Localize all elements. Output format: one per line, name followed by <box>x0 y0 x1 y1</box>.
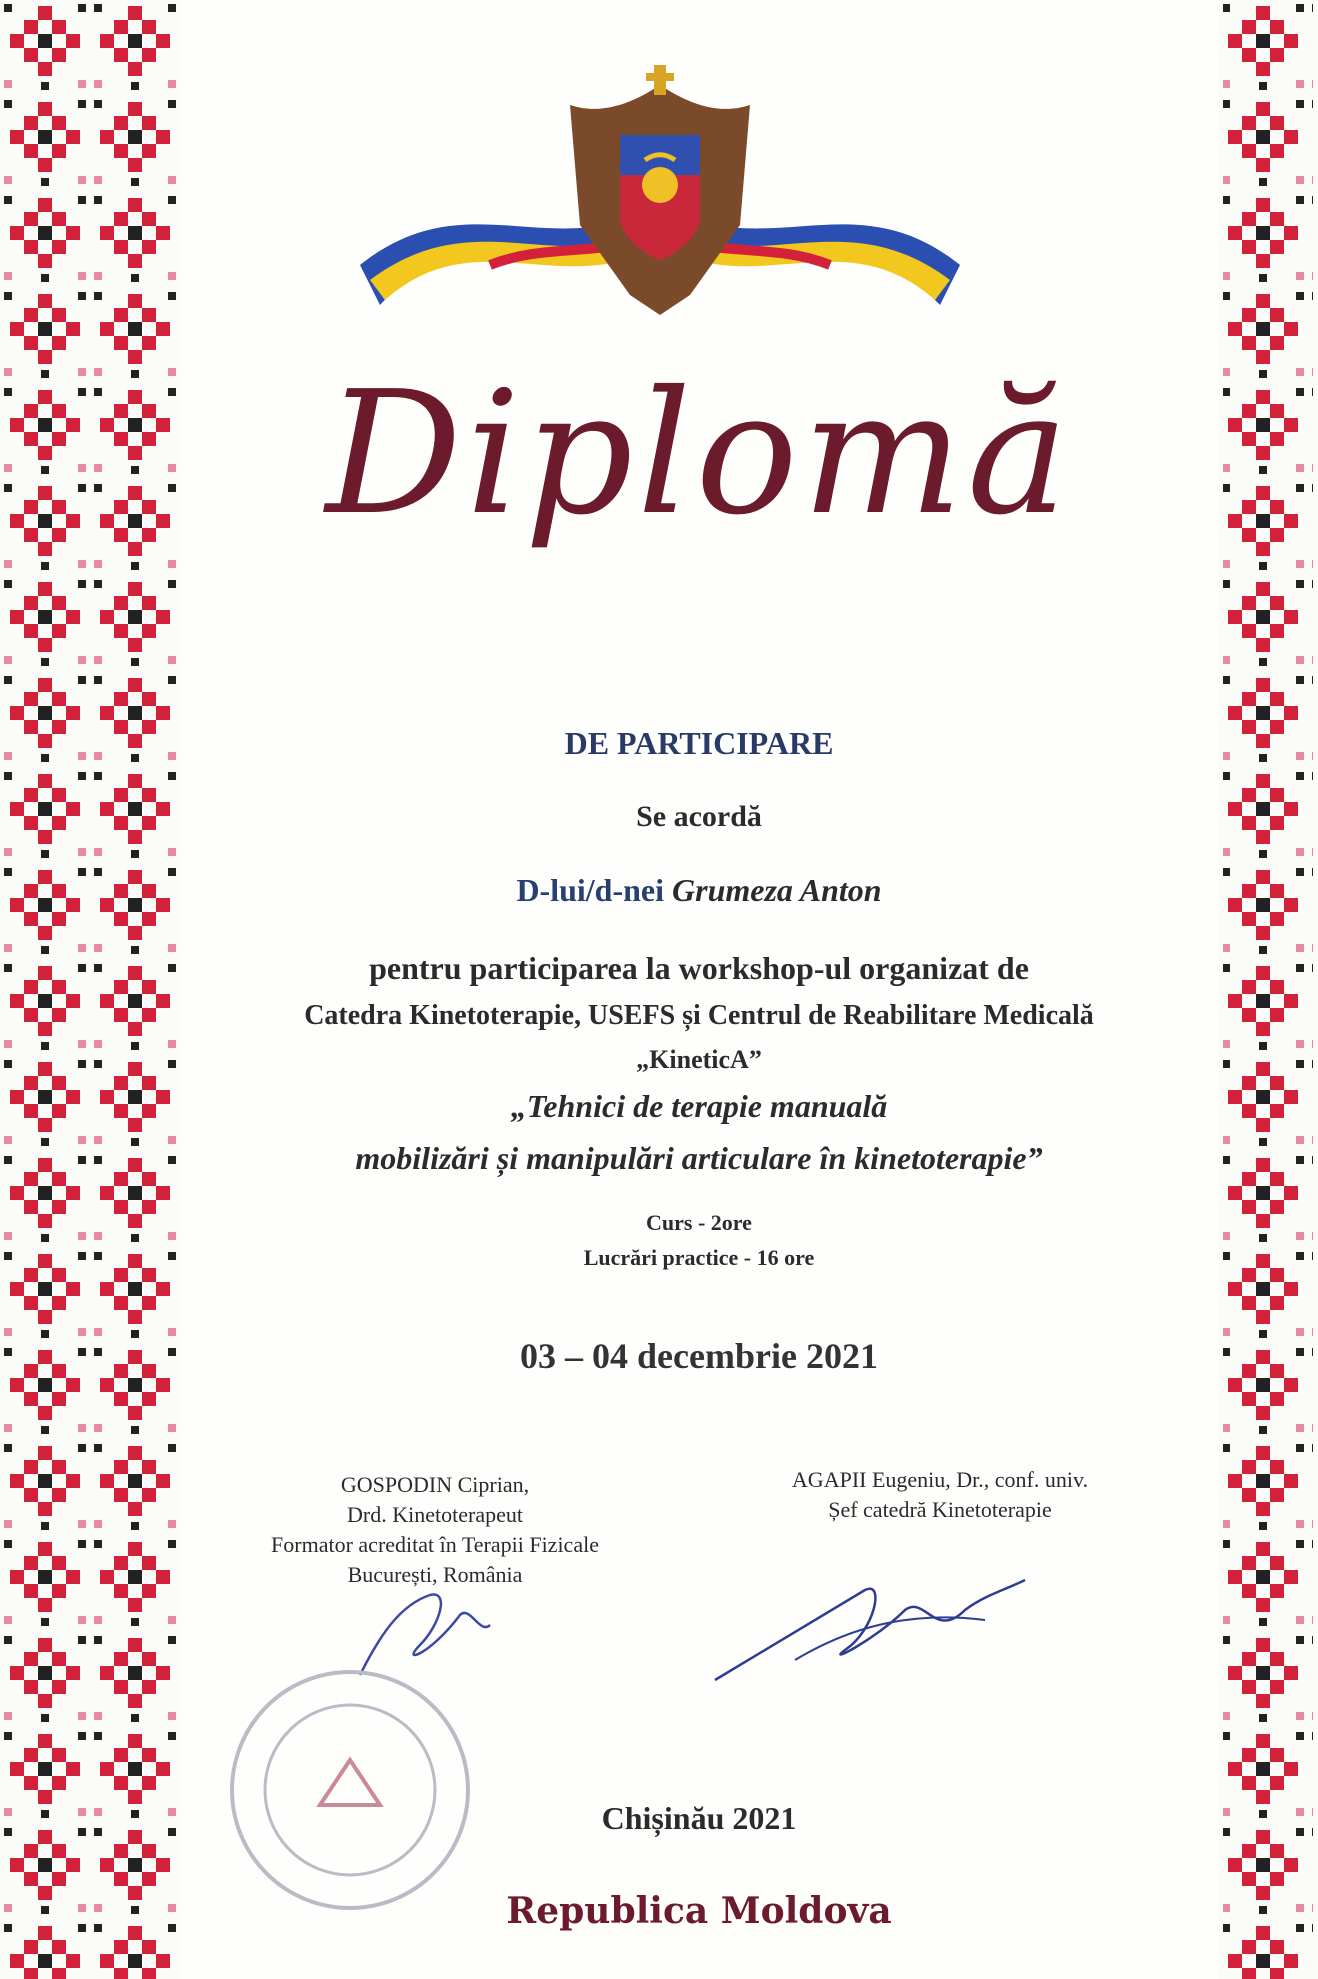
event-date: 03 – 04 decembrie 2021 <box>520 1336 878 1376</box>
diploma-title: Diplomă <box>325 355 1073 553</box>
course-hours: Curs - 2ore <box>646 1210 752 1235</box>
purpose-line: pentru participarea la workshop-ul organizat de <box>369 950 1029 986</box>
ornament-pattern-right-icon <box>1218 0 1318 1979</box>
signatory-left-location: București, România <box>347 1562 523 1587</box>
signatory-right-name: AGAPII Eugeniu, Dr., conf. univ. <box>791 1467 1089 1492</box>
signatory-right <box>720 1465 1160 1525</box>
award-line: Se acordă <box>636 800 762 833</box>
recipient-name: Grumeza Anton <box>672 872 882 908</box>
ornament-pattern-left-icon <box>0 0 180 1979</box>
city-year: Chișinău 2021 <box>601 1800 797 1836</box>
signatory-left-title-1: Drd. Kinetoterapeut <box>347 1502 523 1527</box>
ornament-border-left <box>0 0 180 1979</box>
signatory-left-title-2: Formator acreditat în Terapii Fizicale <box>271 1532 599 1557</box>
ornament-border-right <box>1218 0 1318 1979</box>
signatory-left <box>200 1470 670 1590</box>
recipient-line <box>180 872 1218 909</box>
organizer-line: Catedra Kinetoterapie, USEFS și Centrul de Reabilitare Medicală <box>304 1000 1094 1031</box>
course-title-line-2: mobilizări și manipulări articulare în kinetoterapie” <box>355 1140 1043 1176</box>
course-title-line-1: „Tehnici de terapie manuală <box>510 1088 888 1124</box>
signature-right-icon <box>705 1550 1035 1700</box>
signatory-left-name: GOSPODIN Ciprian, <box>340 1472 530 1497</box>
organizer-name: „KineticA” <box>636 1045 762 1074</box>
practice-hours: Lucrări practice - 16 ore <box>583 1245 815 1270</box>
diploma-subtitle: DE PARTICIPARE <box>564 725 834 761</box>
moldova-coat-of-arms-icon <box>340 65 980 325</box>
round-stamp-icon <box>225 1665 475 1915</box>
recipient-prefix: D-lui/d-nei <box>516 872 665 908</box>
signatory-right-title: Șef catedră Kinetoterapie <box>828 1497 1052 1522</box>
country-name: Republica Moldova <box>506 1890 892 1932</box>
